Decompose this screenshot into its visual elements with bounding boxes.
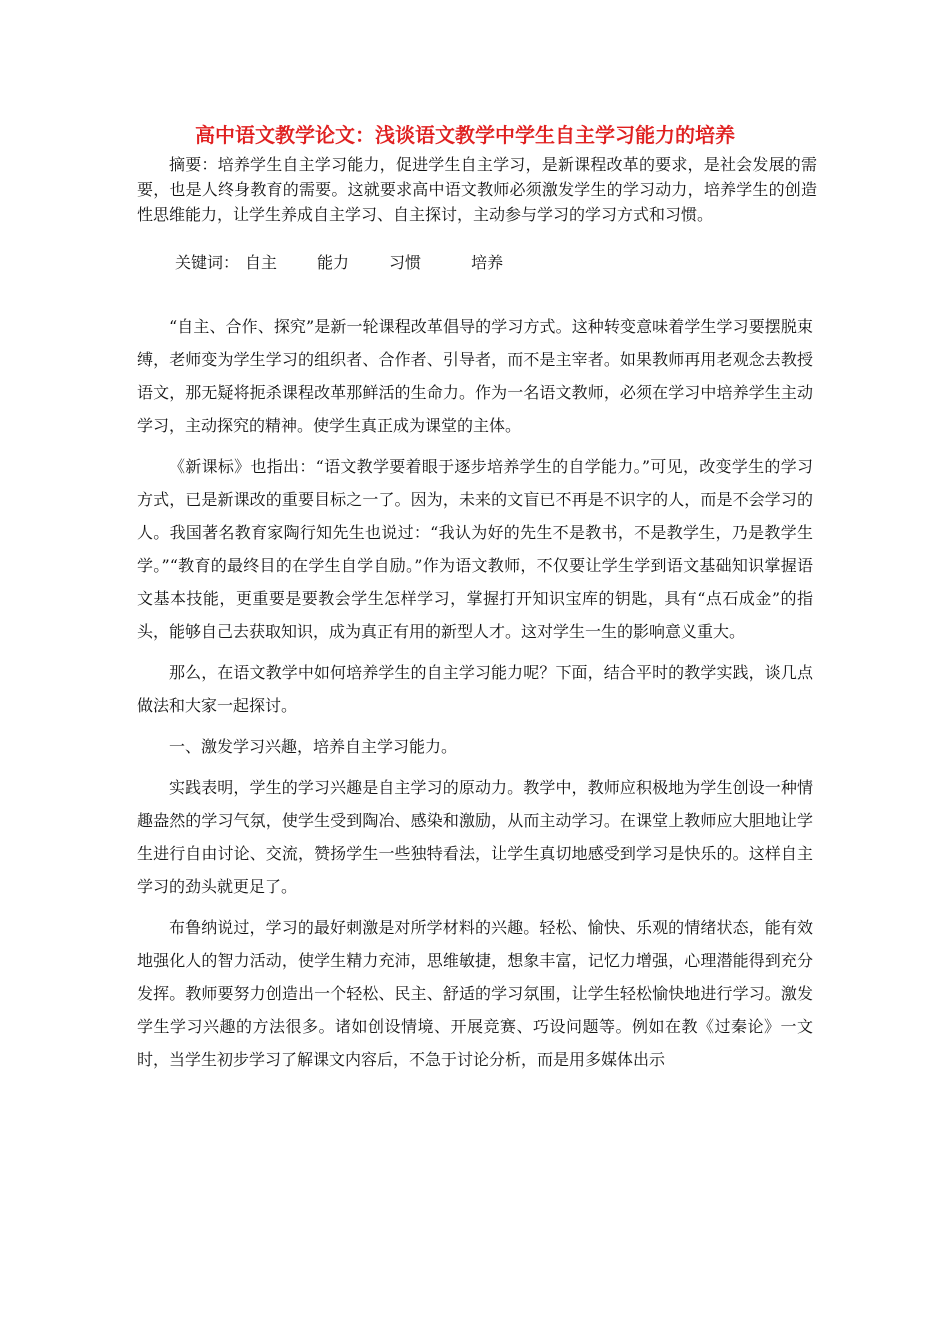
keyword: 自主: [245, 253, 278, 272]
keyword: 习惯: [389, 253, 422, 272]
keywords-label: 关键词：: [175, 253, 240, 272]
abstract: 摘要：培养学生自主学习能力，促进学生自主学习，是新课程改革的要求，是社会发展的需要，也是人终身教育的需要。这就要求高中语文教师必须激发学生的学习动力，培养学生的创造性思维能力，让学生养成自主学习、自主探讨，主动参与学习的学习方式和习惯。: [137, 155, 817, 224]
body-paragraph: 那么，在语文教学中如何培养学生的自主学习能力呢？下面，结合平时的教学实践，谈几点做法和大家一起探讨。: [137, 663, 813, 715]
body-paragraph: 实践表明，学生的学习兴趣是自主学习的原动力。教学中，教师应积极地为学生创设一种情趣盎然的学习气氛，使学生受到陶冶、感染和激励，从而主动学习。在课堂上教师应大胆地让学生进行自由讨论、交流，赞扬学生一些独特看法，让学生真切地感受到学习是快乐的。这样自主学习的劲头就更足了。: [137, 778, 813, 896]
keywords-line: [175, 250, 503, 275]
keyword: 能力: [317, 253, 350, 272]
document-body: [137, 310, 813, 1084]
keyword: 培养: [471, 253, 504, 272]
body-paragraph: “自主、合作、探究”是新一轮课程改革倡导的学习方式。这种转变意味着学生学习要摆脱束缚，老师变为学生学习的组织者、合作者、引导者，而不是主宰者。如果教师再用老观念去教授语文，那无疑将扼杀课程改革那鲜活的生命力。作为一名语文教师，必须在学习中培养学生主动学习，主动探究的精神。使学生真正成为课堂的主体。: [137, 317, 813, 435]
document-title: 高中语文教学论文：浅谈语文教学中学生自主学习能力的培养: [195, 123, 735, 147]
body-paragraph: 布鲁纳说过，学习的最好刺激是对所学材料的兴趣。轻松、愉快、乐观的情绪状态，能有效地强化人的智力活动，使学生精力充沛，思维敏捷，想象丰富，记忆力增强，心理潜能得到充分发挥。教师要努力创造出一个轻松、民主、舒适的学习氛围，让学生轻松愉快地进行学习。激发学生学习兴趣的方法很多。诸如创设情境、开展竞赛、巧设问题等。例如在教《过秦论》一文时，当学生初步学习了解课文内容后，不急于讨论分析，而是用多媒体出示: [137, 918, 813, 1069]
body-paragraph: 《新课标》也指出：“语文教学要着眼于逐步培养学生的自学能力。”可见，改变学生的学习方式，已是新课改的重要目标之一了。因为，未来的文盲已不再是不识字的人，而是不会学习的人。我国著名教育家陶行知先生也说过：“我认为好的先生不是教书，不是教学生，乃是教学生学。”“教育的最终目的在学生自学自励。”作为语文教师，不仅要让学生学到语文基础知识掌握语文基本技能，更重要是要教会学生怎样学习，掌握打开知识宝库的钥匙，具有“点石成金”的指头，能够自己去获取知识，成为真正有用的新型人才。这对学生一生的影响意义重大。: [137, 457, 813, 641]
section-heading: 一、激发学习兴趣，培养自主学习能力。: [169, 737, 458, 756]
